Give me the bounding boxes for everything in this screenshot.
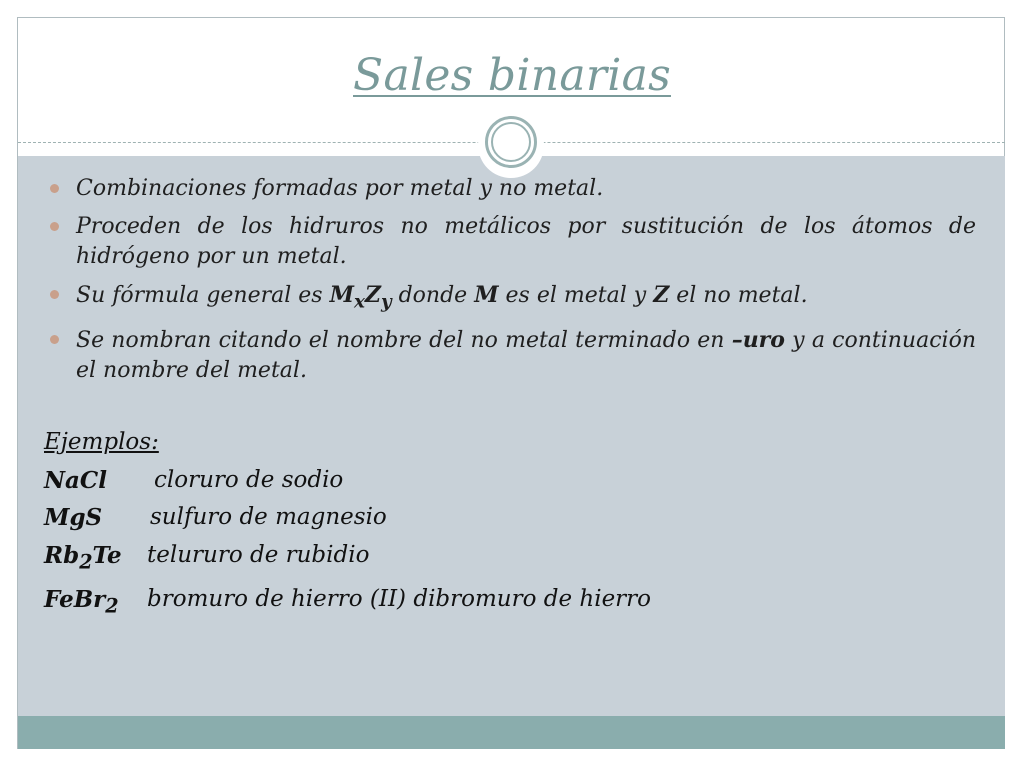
example-formula <box>44 462 154 500</box>
bullet-text-pre: Su fórmula general es <box>76 283 330 308</box>
bullet-text-mid: donde <box>391 283 475 308</box>
example-row <box>44 462 651 500</box>
formula-subscript: 2 <box>79 550 93 574</box>
formula-main: MgS <box>44 504 103 531</box>
formula-x: x <box>353 291 365 313</box>
example-formula <box>44 499 150 537</box>
formula-Z: Z <box>364 282 381 308</box>
bullet-dot-icon <box>50 290 59 299</box>
example-row <box>44 537 651 581</box>
formula-main: Rb <box>44 541 80 569</box>
bullet-dot-icon <box>50 222 59 231</box>
bullet-item <box>46 280 976 317</box>
examples-section <box>44 424 651 625</box>
slide-title: Sales binarias <box>353 50 671 101</box>
bullet-dot-icon <box>50 184 59 193</box>
formula-main: NaCl <box>44 466 107 494</box>
bullet-list <box>46 174 976 394</box>
formula-main: FeBr <box>44 585 106 613</box>
formula-y: y <box>380 291 392 313</box>
bullet-item <box>46 212 976 272</box>
suffix-uro: –uro <box>731 327 785 354</box>
example-formula <box>44 537 147 581</box>
example-name: telururo de rubidio <box>147 541 370 568</box>
symbol-Z: Z <box>653 282 670 308</box>
bullet-text-pre: Se nombran citando el nombre del no metal terminado en <box>76 328 732 354</box>
bullet-dot-icon <box>50 335 59 344</box>
bullet-item <box>46 325 976 386</box>
formula-subscript: 2 <box>105 594 119 618</box>
symbol-M: M <box>474 282 499 308</box>
example-name: bromuro de hierro (II) dibromuro de hierro <box>147 585 652 612</box>
example-row <box>44 499 651 537</box>
circle-ornament-inner-icon <box>491 122 531 162</box>
example-name: sulfuro de magnesio <box>150 504 387 530</box>
bullet-item <box>46 174 976 204</box>
bullet-text: Combinaciones formadas por metal y no metal. <box>76 176 604 201</box>
example-formula <box>44 581 147 625</box>
bullet-text-post: el no metal. <box>669 283 808 308</box>
example-name: cloruro de sodio <box>154 466 344 493</box>
example-row <box>44 581 651 625</box>
bullet-text: Proceden de los hidruros no metálicos por sustitución de los átomos de hidrógeno por un metal. <box>76 214 976 269</box>
formula-M: M <box>329 282 354 308</box>
formula-tail: Te <box>92 541 122 569</box>
bullet-text-post: y a continuación el nombre del metal. <box>76 328 976 384</box>
footer-bar <box>18 716 1005 749</box>
bullet-text-mid2: es el metal y <box>498 283 654 308</box>
examples-heading: Ejemplos: <box>44 429 159 455</box>
